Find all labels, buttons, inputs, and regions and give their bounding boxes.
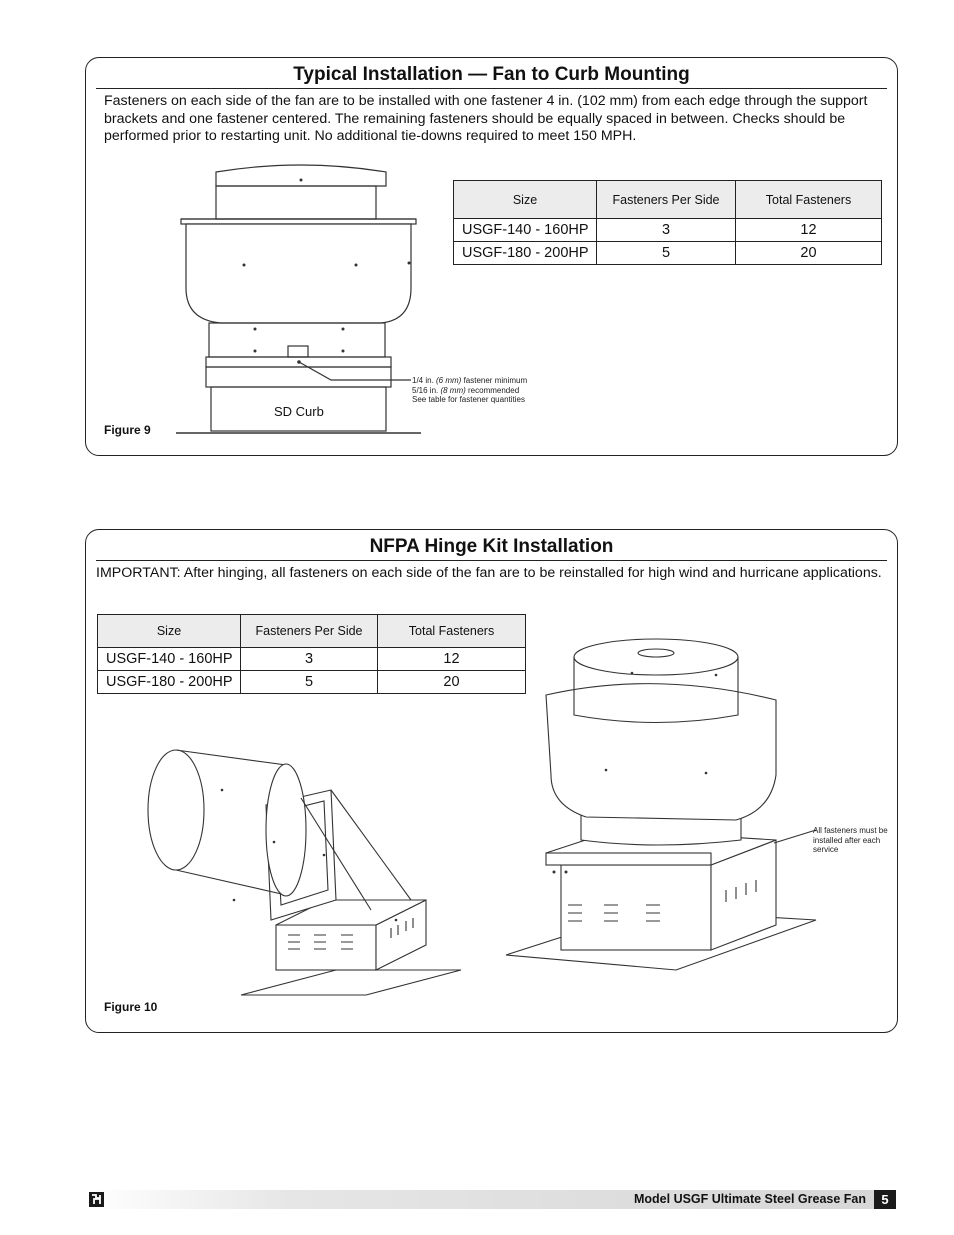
cell-size: USGF-180 - 200HP [454,242,597,265]
table-row [98,648,526,671]
cell-total: 20 [378,671,526,694]
header-size: Size [98,615,241,648]
note-text: recommended [465,385,520,395]
section-title: Typical Installation — Fan to Curb Mounting [96,64,887,89]
note-text: 1/4 in. [412,376,437,385]
cell-total: 12 [736,219,882,242]
fan-to-curb-section [85,57,898,456]
header-per-side: Fasteners Per Side [241,615,378,648]
header-size: Size [454,181,597,219]
note-metric: (6 mm) [436,376,462,385]
cell-total: 20 [736,242,882,265]
table-row [98,671,526,694]
cell-size: USGF-140 - 160HP [454,219,597,242]
curb-label: SD Curb [274,404,324,419]
cell-per-side: 5 [241,671,378,694]
page-footer [88,1190,896,1209]
fastener-note [412,376,527,405]
note-text: 5/16 in. [412,385,441,395]
cell-per-side: 3 [241,648,378,671]
hinged-fan-drawing [136,750,466,1020]
fastener-service-note: All fasteners must be installed after each service [813,826,888,855]
note-text: See table for fastener quantities [412,395,525,405]
hinge-kit-section [85,529,898,1033]
header-total: Total Fasteners [378,615,526,648]
section-paragraph: Fasteners on each side of the fan are to be installed with one fastener 4 in. (102 mm) from each edge through the support brackets and one fastener centered. The remaining fasteners should be equally spaced in between. Checks should be performed prior to restarting unit. No additional tie-downs required to meet 150 MPH. [104,93,868,144]
section-paragraph: IMPORTANT: After hinging, all fasteners on each side of the fan are to be reinstalled for high wind and hurricane applications. [96,565,882,581]
note-text: fastener minimum [461,376,528,385]
section-title: NFPA Hinge Kit Installation [96,536,887,561]
header-total: Total Fasteners [736,181,882,219]
footer-title: Model USGF Ultimate Steel Grease Fan [633,1192,866,1206]
table-row [454,242,882,265]
company-logo-icon [88,1191,106,1208]
fastener-table [97,614,526,694]
table-row [454,219,882,242]
cell-per-side: 3 [597,219,736,242]
cell-size: USGF-180 - 200HP [98,671,241,694]
figure-label: Figure 9 [104,423,151,437]
figure-label: Figure 10 [104,1000,158,1014]
cell-size: USGF-140 - 160HP [98,648,241,671]
cell-per-side: 5 [597,242,736,265]
header-per-side: Fasteners Per Side [597,181,736,219]
page-number: 5 [874,1190,896,1209]
closed-fan-drawing [506,625,846,985]
note-metric: (8 mm) [440,385,466,395]
cell-total: 12 [378,648,526,671]
fastener-table [453,180,882,265]
